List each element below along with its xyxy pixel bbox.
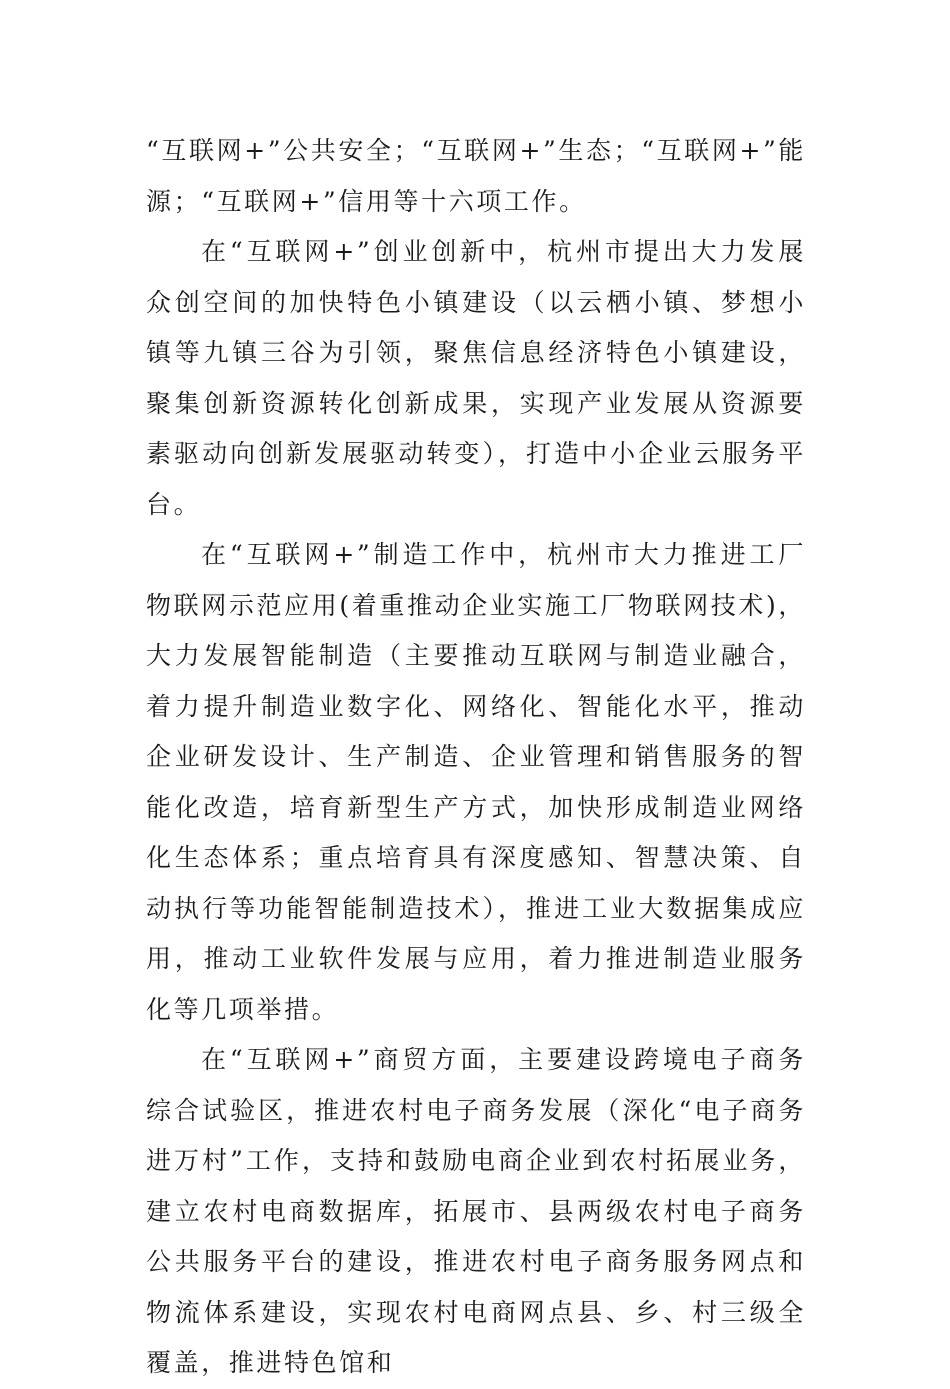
document-body [146,126,806,1389]
paragraph-2: 在“互联网+”创业创新中，杭州市提出大力发展众创空间的加快特色小镇建设（以云栖小镇、梦想小镇等九镇三谷为引领，聚焦信息经济特色小镇建设，聚集创新资源转化创新成果，实现产业发展从资源要素驱动向创新发展驱动转变），打造中小企业云服务平台。 [146,237,806,519]
paragraph-3: 在“互联网+”制造工作中，杭州市大力推进工厂物联网示范应用(着重推动企业实施工厂物联网技术)，大力发展智能制造（主要推动互联网与制造业融合，着力提升制造业数字化、网络化、智能化水平，推动企业研发设计、生产制造、企业管理和销售服务的智能化改造，培育新型生产方式，加快形成制造业网络化生态体系；重点培育具有深度感知、智慧决策、自动执行等功能智能制造技术），推进工业大数据集成应用，推动工业软件发展与应用，着力推进制造业服务化等几项举措。 [146,540,806,1024]
paragraph-1: “互联网+”公共安全；“互联网+”生态；“互联网+”能源；“互联网+”信用等十六项工作。 [146,136,806,216]
paragraph-4: 在“互联网+”商贸方面，主要建设跨境电子商务综合试验区，推进农村电子商务发展（深化“电子商务进万村”工作，支持和鼓励电商企业到农村拓展业务，建立农村电商数据库，拓展市、县两级农村电子商务公共服务平台的建设，推进农村电子商务服务网点和物流体系建设，实现农村电商网点县、乡、村三级全覆盖，推进特色馆和 [146,1045,806,1377]
